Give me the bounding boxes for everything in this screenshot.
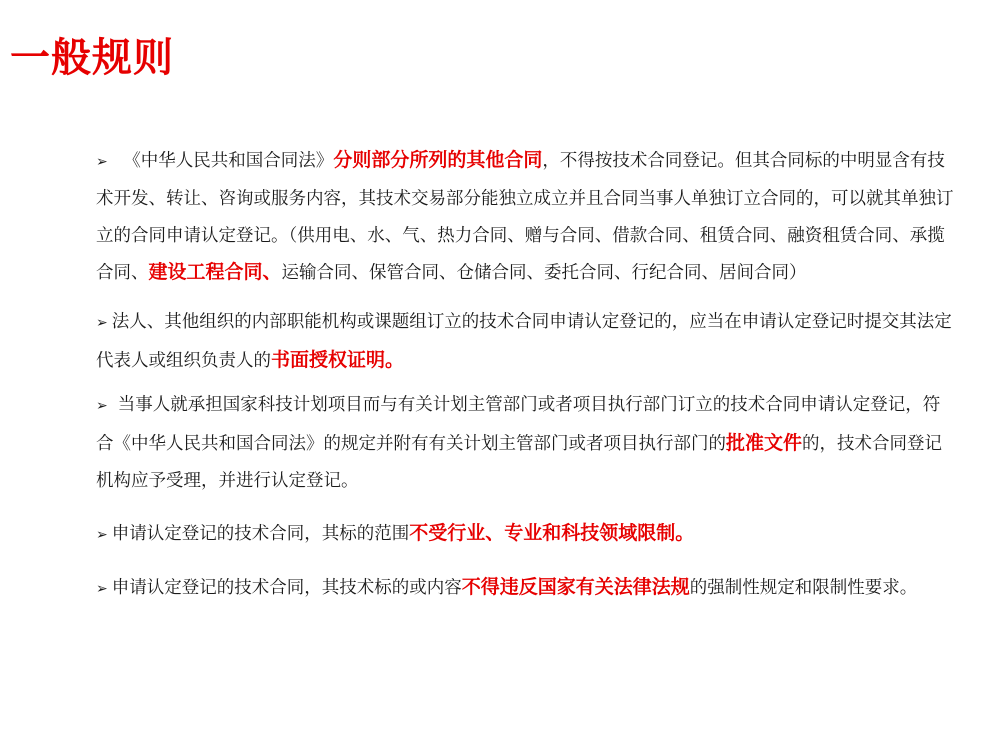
highlight-segment: 建设工程合同、 xyxy=(148,261,282,284)
rules-content xyxy=(96,142,956,615)
arrow-bullet-icon: ➢ xyxy=(96,315,108,332)
arrow-bullet-icon: ➢ xyxy=(96,580,108,597)
arrow-bullet-icon: ➢ xyxy=(96,527,108,544)
text-segment: 的，技术合同登记机构应予受理，并进行认定登记。 xyxy=(96,434,943,492)
rule-paragraph-1 xyxy=(96,142,956,292)
text-segment: 运输合同、保管合同、仓储合同、委托合同、行纪合同、居间合同） xyxy=(281,263,807,284)
rule-paragraph-3 xyxy=(96,387,956,500)
text-segment: 申请认定登记的技术合同，其技术标的或内容 xyxy=(111,577,462,598)
highlight-segment: 书面授权证明。 xyxy=(271,348,405,371)
highlight-segment: 不受行业、专业和科技领域限制。 xyxy=(409,522,695,545)
rule-paragraph-4 xyxy=(96,515,956,554)
page-title: 一般规则 xyxy=(10,35,174,81)
text-segment: ，不得按技术合同登记。但其合同标的中明显含有技术开发、转让、咨询或服务内容，其技术交易部分能独立成立并且合同当事人单独订立合同的，可以就其单独订立的合同申请认定登记。（供用电、水、气、热力合同、赠与合同、借款合同、租赁合同、融资租赁合同、承揽合同、 xyxy=(96,151,954,284)
text-segment: 《中华人民共和国合同法》 xyxy=(123,151,334,171)
text-segment: 的强制性规定和限制性要求。 xyxy=(689,577,918,598)
rule-paragraph-2 xyxy=(96,304,956,379)
rule-paragraph-5 xyxy=(96,569,956,608)
text-segment: 法人、其他组织的内部职能机构或课题组订立的技术合同申请认定登记的，应当在申请认定登记时提交其法定代表人或组织负责人的 xyxy=(96,312,952,371)
highlight-segment: 不得违反国家有关法律法规 xyxy=(461,575,690,598)
text-segment: 当事人就承担国家科技计划项目而与有关计划主管部门或者项目执行部门订立的技术合同申请认定登记，符合《中华人民共和国合同法》的规定并附有有关计划主管部门或者项目执行部门的 xyxy=(96,395,941,455)
arrow-bullet-icon: ➢ xyxy=(96,154,108,170)
arrow-bullet-icon: ➢ xyxy=(96,398,108,415)
highlight-segment: 分则部分所列的其他合同 xyxy=(333,149,543,171)
highlight-segment: 批准文件 xyxy=(726,432,803,455)
text-segment: 申请认定登记的技术合同，其标的范围 xyxy=(111,524,410,545)
